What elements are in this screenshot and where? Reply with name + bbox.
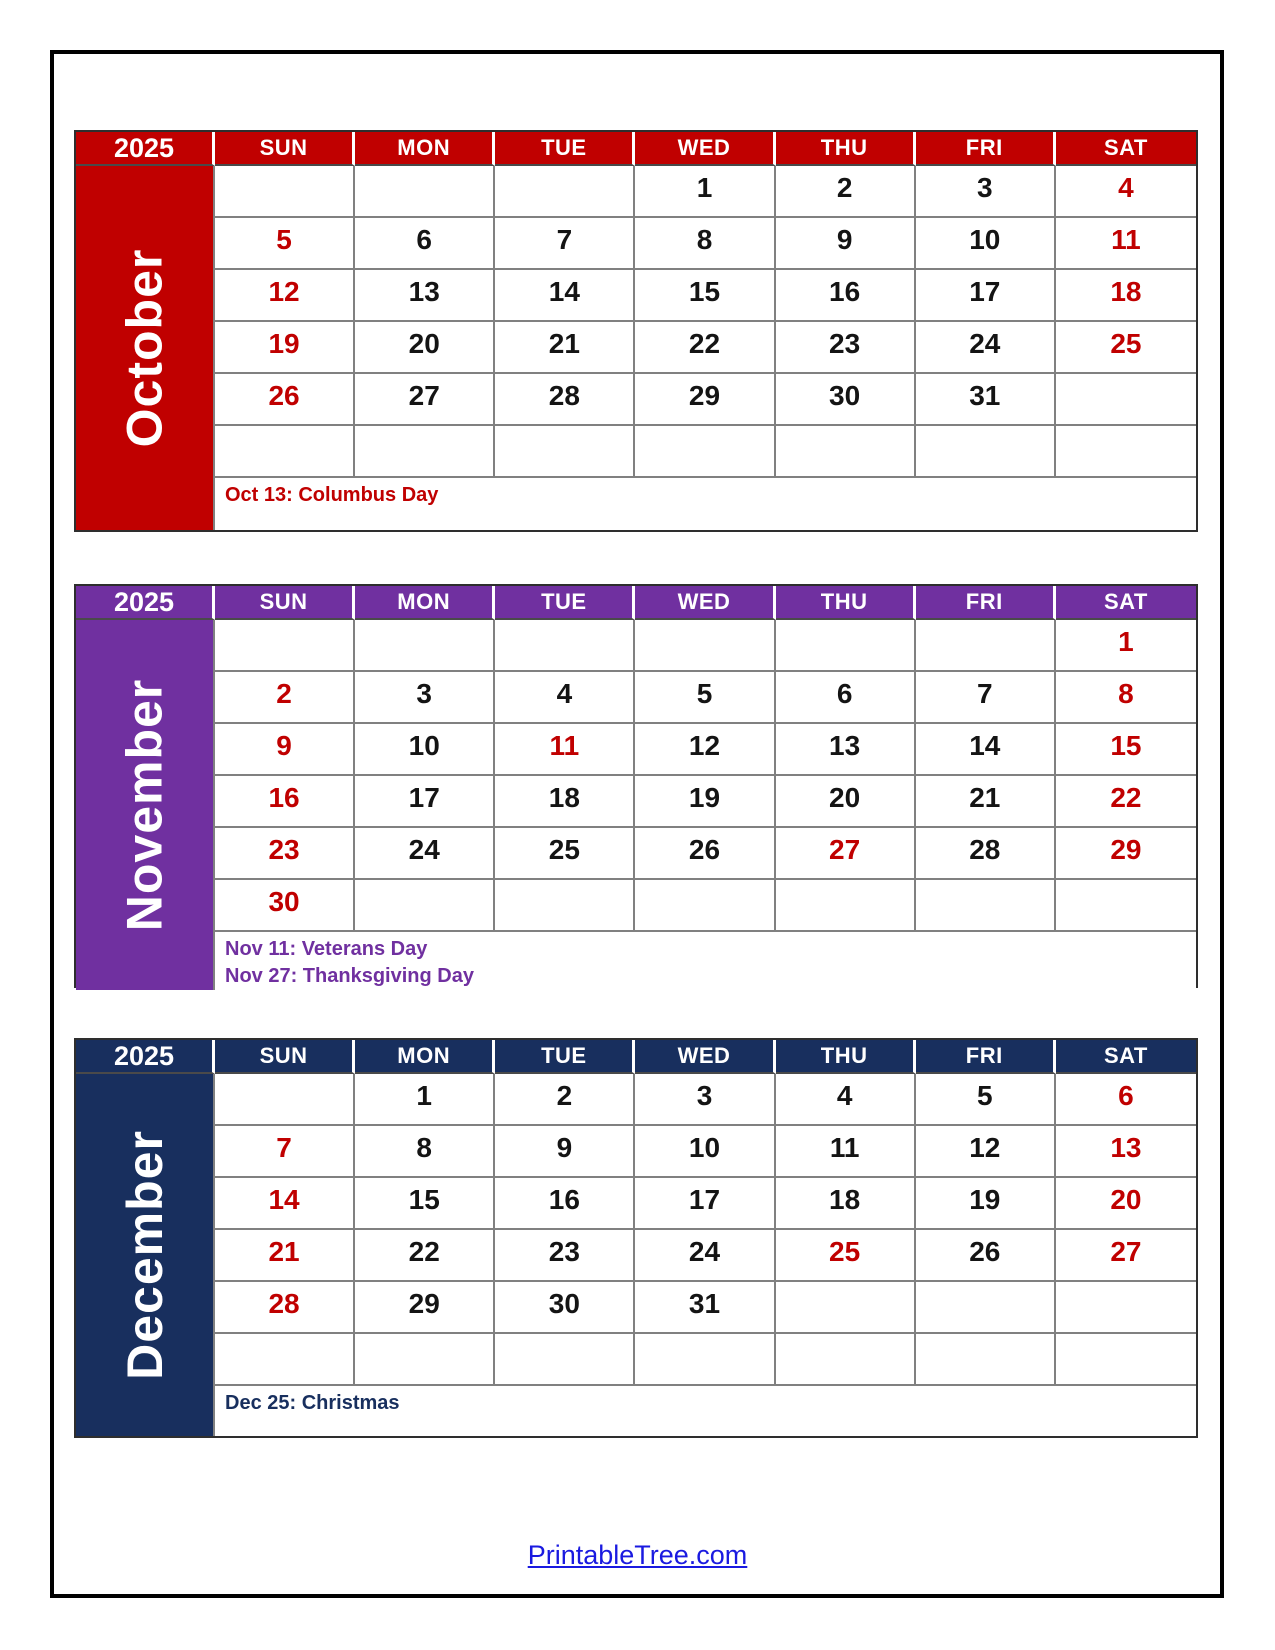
day-cell-december-15: 15 xyxy=(355,1178,495,1230)
day-cell-november-14: 14 xyxy=(916,724,1056,776)
holiday-notes xyxy=(215,478,1196,530)
day-cell-october-19: 19 xyxy=(215,322,355,374)
day-cell-october-23: 23 xyxy=(776,322,916,374)
empty-day-cell xyxy=(215,620,355,672)
day-cell-december-19: 19 xyxy=(916,1178,1056,1230)
day-cell-december-30: 30 xyxy=(495,1282,635,1334)
day-cell-november-11: 11 xyxy=(495,724,635,776)
day-cell-october-26: 26 xyxy=(215,374,355,426)
day-cell-november-19: 19 xyxy=(635,776,775,828)
day-cell-november-2: 2 xyxy=(215,672,355,724)
day-cell-december-12: 12 xyxy=(916,1126,1056,1178)
day-cell-october-22: 22 xyxy=(635,322,775,374)
month-banner xyxy=(76,620,215,990)
empty-day-cell xyxy=(776,1334,916,1386)
day-cell-november-22: 22 xyxy=(1056,776,1196,828)
empty-day-cell xyxy=(495,620,635,672)
empty-day-cell xyxy=(776,426,916,478)
day-cell-december-16: 16 xyxy=(495,1178,635,1230)
empty-day-cell xyxy=(495,1334,635,1386)
day-header-fri: FRI xyxy=(916,1040,1056,1074)
month-banner-label: November xyxy=(116,678,173,932)
empty-day-cell xyxy=(916,1334,1056,1386)
day-cell-december-9: 9 xyxy=(495,1126,635,1178)
day-cell-december-6: 6 xyxy=(1056,1074,1196,1126)
day-cell-october-13: 13 xyxy=(355,270,495,322)
month-section-october xyxy=(74,130,1198,532)
day-cell-october-18: 18 xyxy=(1056,270,1196,322)
day-cell-november-6: 6 xyxy=(776,672,916,724)
day-cell-november-5: 5 xyxy=(635,672,775,724)
day-header-sun: SUN xyxy=(215,586,355,620)
holiday-note: Dec 25: Christmas xyxy=(225,1392,400,1414)
month-section-november xyxy=(74,584,1198,988)
empty-day-cell xyxy=(495,426,635,478)
holiday-notes xyxy=(215,1386,1196,1436)
day-cell-october-15: 15 xyxy=(635,270,775,322)
day-cell-october-24: 24 xyxy=(916,322,1056,374)
month-section-december xyxy=(74,1038,1198,1438)
day-cell-november-10: 10 xyxy=(355,724,495,776)
empty-day-cell xyxy=(355,620,495,672)
day-cell-november-4: 4 xyxy=(495,672,635,724)
day-cell-december-7: 7 xyxy=(215,1126,355,1178)
day-cell-december-29: 29 xyxy=(355,1282,495,1334)
day-cell-december-13: 13 xyxy=(1056,1126,1196,1178)
empty-day-cell xyxy=(215,426,355,478)
day-cell-december-24: 24 xyxy=(635,1230,775,1282)
day-header-sat: SAT xyxy=(1056,132,1196,166)
empty-day-cell xyxy=(215,166,355,218)
day-cell-november-3: 3 xyxy=(355,672,495,724)
empty-day-cell xyxy=(495,166,635,218)
day-cell-october-1: 1 xyxy=(635,166,775,218)
day-cell-october-14: 14 xyxy=(495,270,635,322)
year-label: 2025 xyxy=(76,1040,215,1074)
empty-day-cell xyxy=(635,620,775,672)
day-header-mon: MON xyxy=(355,132,495,166)
day-header-sun: SUN xyxy=(215,1040,355,1074)
empty-day-cell xyxy=(635,1334,775,1386)
day-cell-october-10: 10 xyxy=(916,218,1056,270)
empty-day-cell xyxy=(215,1334,355,1386)
day-cell-december-11: 11 xyxy=(776,1126,916,1178)
day-cell-october-4: 4 xyxy=(1056,166,1196,218)
month-banner xyxy=(76,166,215,530)
footer xyxy=(0,1540,1275,1571)
day-cell-december-23: 23 xyxy=(495,1230,635,1282)
empty-day-cell xyxy=(916,620,1056,672)
day-cell-october-27: 27 xyxy=(355,374,495,426)
day-cell-november-13: 13 xyxy=(776,724,916,776)
day-cell-december-17: 17 xyxy=(635,1178,775,1230)
month-banner-label: December xyxy=(116,1130,173,1380)
day-cell-december-18: 18 xyxy=(776,1178,916,1230)
empty-day-cell xyxy=(635,880,775,932)
empty-day-cell xyxy=(776,620,916,672)
day-cell-november-28: 28 xyxy=(916,828,1056,880)
day-cell-december-22: 22 xyxy=(355,1230,495,1282)
day-cell-december-3: 3 xyxy=(635,1074,775,1126)
day-cell-october-16: 16 xyxy=(776,270,916,322)
day-cell-october-2: 2 xyxy=(776,166,916,218)
day-cell-december-25: 25 xyxy=(776,1230,916,1282)
day-cell-december-2: 2 xyxy=(495,1074,635,1126)
empty-day-cell xyxy=(495,880,635,932)
day-cell-november-25: 25 xyxy=(495,828,635,880)
year-label: 2025 xyxy=(76,586,215,620)
empty-day-cell xyxy=(355,166,495,218)
day-cell-november-7: 7 xyxy=(916,672,1056,724)
day-cell-october-9: 9 xyxy=(776,218,916,270)
holiday-note: Oct 13: Columbus Day xyxy=(225,484,439,506)
day-cell-december-10: 10 xyxy=(635,1126,775,1178)
empty-day-cell xyxy=(635,426,775,478)
empty-day-cell xyxy=(355,880,495,932)
empty-day-cell xyxy=(916,426,1056,478)
day-cell-december-8: 8 xyxy=(355,1126,495,1178)
day-header-sat: SAT xyxy=(1056,1040,1196,1074)
day-cell-november-8: 8 xyxy=(1056,672,1196,724)
day-header-sun: SUN xyxy=(215,132,355,166)
day-cell-december-31: 31 xyxy=(635,1282,775,1334)
empty-day-cell xyxy=(916,1282,1056,1334)
day-cell-november-21: 21 xyxy=(916,776,1056,828)
day-cell-november-26: 26 xyxy=(635,828,775,880)
holiday-notes xyxy=(215,932,1196,990)
day-cell-october-5: 5 xyxy=(215,218,355,270)
day-cell-november-12: 12 xyxy=(635,724,775,776)
day-cell-november-16: 16 xyxy=(215,776,355,828)
month-banner-label: October xyxy=(116,248,173,448)
empty-day-cell xyxy=(1056,426,1196,478)
day-cell-october-12: 12 xyxy=(215,270,355,322)
day-cell-november-27: 27 xyxy=(776,828,916,880)
day-header-fri: FRI xyxy=(916,586,1056,620)
day-header-thu: THU xyxy=(776,132,916,166)
day-cell-december-4: 4 xyxy=(776,1074,916,1126)
day-cell-october-7: 7 xyxy=(495,218,635,270)
empty-day-cell xyxy=(776,880,916,932)
day-cell-november-24: 24 xyxy=(355,828,495,880)
day-cell-december-26: 26 xyxy=(916,1230,1056,1282)
day-cell-december-20: 20 xyxy=(1056,1178,1196,1230)
day-cell-december-14: 14 xyxy=(215,1178,355,1230)
day-header-tue: TUE xyxy=(495,132,635,166)
day-cell-november-15: 15 xyxy=(1056,724,1196,776)
day-header-wed: WED xyxy=(635,1040,775,1074)
day-cell-november-29: 29 xyxy=(1056,828,1196,880)
day-cell-november-18: 18 xyxy=(495,776,635,828)
day-cell-october-31: 31 xyxy=(916,374,1056,426)
day-cell-october-17: 17 xyxy=(916,270,1056,322)
day-header-wed: WED xyxy=(635,132,775,166)
year-label: 2025 xyxy=(76,132,215,166)
day-cell-november-23: 23 xyxy=(215,828,355,880)
day-cell-october-6: 6 xyxy=(355,218,495,270)
day-cell-december-1: 1 xyxy=(355,1074,495,1126)
day-cell-november-30: 30 xyxy=(215,880,355,932)
empty-day-cell xyxy=(1056,1282,1196,1334)
day-header-tue: TUE xyxy=(495,586,635,620)
month-banner xyxy=(76,1074,215,1436)
empty-day-cell xyxy=(215,1074,355,1126)
day-cell-october-28: 28 xyxy=(495,374,635,426)
day-cell-october-25: 25 xyxy=(1056,322,1196,374)
day-header-fri: FRI xyxy=(916,132,1056,166)
day-header-thu: THU xyxy=(776,1040,916,1074)
day-cell-november-9: 9 xyxy=(215,724,355,776)
holiday-note: Nov 11: Veterans Day xyxy=(225,938,428,960)
day-cell-december-27: 27 xyxy=(1056,1230,1196,1282)
day-header-wed: WED xyxy=(635,586,775,620)
day-cell-october-11: 11 xyxy=(1056,218,1196,270)
day-cell-november-20: 20 xyxy=(776,776,916,828)
day-header-mon: MON xyxy=(355,586,495,620)
day-cell-november-1: 1 xyxy=(1056,620,1196,672)
day-cell-december-28: 28 xyxy=(215,1282,355,1334)
day-cell-december-21: 21 xyxy=(215,1230,355,1282)
holiday-note: Nov 27: Thanksgiving Day xyxy=(225,965,474,987)
empty-day-cell xyxy=(1056,1334,1196,1386)
empty-day-cell xyxy=(1056,880,1196,932)
empty-day-cell xyxy=(1056,374,1196,426)
day-header-mon: MON xyxy=(355,1040,495,1074)
empty-day-cell xyxy=(916,880,1056,932)
empty-day-cell xyxy=(355,1334,495,1386)
empty-day-cell xyxy=(355,426,495,478)
day-cell-october-29: 29 xyxy=(635,374,775,426)
empty-day-cell xyxy=(776,1282,916,1334)
footer-link[interactable]: PrintableTree.com xyxy=(527,1540,748,1570)
day-cell-october-8: 8 xyxy=(635,218,775,270)
day-cell-october-20: 20 xyxy=(355,322,495,374)
day-cell-october-3: 3 xyxy=(916,166,1056,218)
day-header-tue: TUE xyxy=(495,1040,635,1074)
day-header-thu: THU xyxy=(776,586,916,620)
day-header-sat: SAT xyxy=(1056,586,1196,620)
day-cell-december-5: 5 xyxy=(916,1074,1056,1126)
day-cell-october-21: 21 xyxy=(495,322,635,374)
day-cell-november-17: 17 xyxy=(355,776,495,828)
day-cell-october-30: 30 xyxy=(776,374,916,426)
